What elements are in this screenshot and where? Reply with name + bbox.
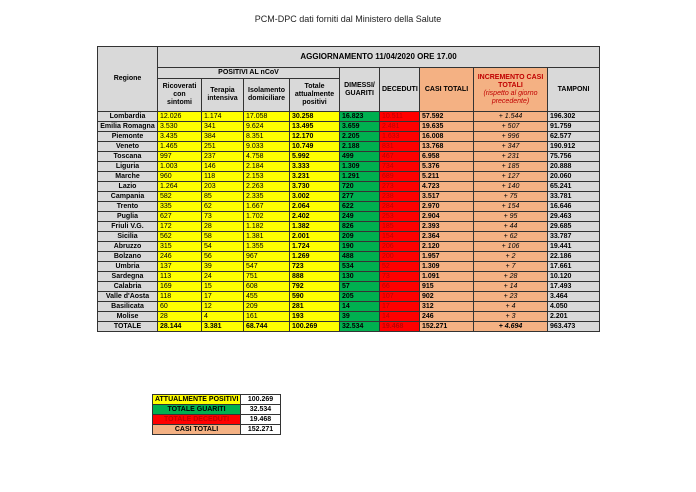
cell-deceduti: 66 bbox=[380, 282, 420, 292]
cell-casi-totali: 1.091 bbox=[420, 272, 474, 282]
cell-incremento: + 95 bbox=[474, 212, 548, 222]
cell-guariti: 249 bbox=[340, 212, 380, 222]
header-deceduti: DECEDUTI bbox=[380, 68, 420, 112]
cell-deceduti: 284 bbox=[380, 202, 420, 212]
cell-deceduti: 467 bbox=[380, 152, 420, 162]
cell-casi-totali: 2.120 bbox=[420, 242, 474, 252]
table-row bbox=[98, 312, 600, 322]
cell-tamponi: 20.060 bbox=[548, 172, 600, 182]
table-row bbox=[98, 122, 600, 132]
cell-tamponi: 62.577 bbox=[548, 132, 600, 142]
cell-isolamento: 547 bbox=[244, 262, 290, 272]
cell-terapia: 62 bbox=[202, 202, 244, 212]
cell-guariti: 720 bbox=[340, 182, 380, 192]
cell-incremento: + 4.694 bbox=[474, 322, 548, 332]
cell-terapia: 85 bbox=[202, 192, 244, 202]
summary-row bbox=[153, 425, 281, 435]
cell-incremento: + 7 bbox=[474, 262, 548, 272]
table-row bbox=[98, 202, 600, 212]
cell-isolamento: 209 bbox=[244, 302, 290, 312]
cell-incremento: + 14 bbox=[474, 282, 548, 292]
header-isolamento: Isolamento domiciliare bbox=[244, 79, 290, 112]
cell-deceduti: 52 bbox=[380, 262, 420, 272]
cell-guariti: 190 bbox=[340, 242, 380, 252]
cell-isolamento: 17.058 bbox=[244, 112, 290, 122]
cell-ricoverati: 169 bbox=[158, 282, 202, 292]
table-row bbox=[98, 192, 600, 202]
cell-regione: Abruzzo bbox=[98, 242, 158, 252]
cell-regione: Friuli V.G. bbox=[98, 222, 158, 232]
header-casi-totali: CASI TOTALI bbox=[420, 68, 474, 112]
cell-casi-totali: 915 bbox=[420, 282, 474, 292]
cell-ricoverati: 113 bbox=[158, 272, 202, 282]
cell-ricoverati: 960 bbox=[158, 172, 202, 182]
cell-isolamento: 1.702 bbox=[244, 212, 290, 222]
summary-label: TOTALE GUARITI bbox=[153, 405, 241, 415]
cell-incremento: + 2 bbox=[474, 252, 548, 262]
cell-tamponi: 10.120 bbox=[548, 272, 600, 282]
cell-incremento: + 62 bbox=[474, 232, 548, 242]
cell-tamponi: 196.302 bbox=[548, 112, 600, 122]
cell-terapia: 17 bbox=[202, 292, 244, 302]
cell-ricoverati: 3.530 bbox=[158, 122, 202, 132]
cell-ricoverati: 12.026 bbox=[158, 112, 202, 122]
table-row bbox=[98, 152, 600, 162]
cell-casi-totali: 312 bbox=[420, 302, 474, 312]
cell-totale-positivi: 3.730 bbox=[290, 182, 340, 192]
cell-casi-totali: 1.957 bbox=[420, 252, 474, 262]
cell-incremento: + 140 bbox=[474, 182, 548, 192]
cell-deceduti: 14 bbox=[380, 312, 420, 322]
cell-tamponi: 91.759 bbox=[548, 122, 600, 132]
cell-casi-totali: 19.635 bbox=[420, 122, 474, 132]
cell-incremento: + 507 bbox=[474, 122, 548, 132]
cell-casi-totali: 4.723 bbox=[420, 182, 474, 192]
cell-tamponi: 20.888 bbox=[548, 162, 600, 172]
cell-deceduti: 185 bbox=[380, 222, 420, 232]
cell-isolamento: 2.153 bbox=[244, 172, 290, 182]
cell-regione: Basilicata bbox=[98, 302, 158, 312]
cell-isolamento: 2.263 bbox=[244, 182, 290, 192]
summary-value: 32.534 bbox=[241, 405, 281, 415]
header-update: AGGIORNAMENTO 11/04/2020 ORE 17.00 bbox=[158, 47, 600, 68]
summary-table bbox=[152, 394, 281, 435]
summary-value: 19.468 bbox=[241, 415, 281, 425]
cell-terapia: 384 bbox=[202, 132, 244, 142]
header-tamponi: TAMPONI bbox=[548, 68, 600, 112]
cell-isolamento: 1.381 bbox=[244, 232, 290, 242]
header-terapia: Terapia intensiva bbox=[202, 79, 244, 112]
cell-casi-totali: 13.768 bbox=[420, 142, 474, 152]
cell-regione: Emilia Romagna bbox=[98, 122, 158, 132]
cell-tamponi: 29.685 bbox=[548, 222, 600, 232]
cell-isolamento: 2.335 bbox=[244, 192, 290, 202]
cell-casi-totali: 2.970 bbox=[420, 202, 474, 212]
cell-regione: Lazio bbox=[98, 182, 158, 192]
cell-tamponi: 16.646 bbox=[548, 202, 600, 212]
cell-incremento: + 154 bbox=[474, 202, 548, 212]
cell-incremento: + 44 bbox=[474, 222, 548, 232]
table-body bbox=[98, 112, 600, 332]
table-row bbox=[98, 282, 600, 292]
cell-totale-positivi: 1.382 bbox=[290, 222, 340, 232]
cell-casi-totali: 3.517 bbox=[420, 192, 474, 202]
header-incremento bbox=[474, 68, 548, 112]
cell-regione: Valle d'Aosta bbox=[98, 292, 158, 302]
cell-casi-totali: 5.211 bbox=[420, 172, 474, 182]
table-row bbox=[98, 182, 600, 192]
cell-tamponi: 2.201 bbox=[548, 312, 600, 322]
cell-incremento: + 996 bbox=[474, 132, 548, 142]
cell-terapia: 146 bbox=[202, 162, 244, 172]
header-positivi: POSITIVI AL nCoV bbox=[158, 68, 340, 79]
table-row bbox=[98, 162, 600, 172]
cell-regione: Marche bbox=[98, 172, 158, 182]
cell-tamponi: 190.912 bbox=[548, 142, 600, 152]
cell-guariti: 32.534 bbox=[340, 322, 380, 332]
cell-terapia: 251 bbox=[202, 142, 244, 152]
cell-guariti: 622 bbox=[340, 202, 380, 212]
cell-casi-totali: 57.592 bbox=[420, 112, 474, 122]
cell-deceduti: 107 bbox=[380, 292, 420, 302]
cell-deceduti: 10.511 bbox=[380, 112, 420, 122]
cell-totale-positivi: 3.333 bbox=[290, 162, 340, 172]
cell-incremento: + 4 bbox=[474, 302, 548, 312]
cell-totale-positivi: 3.231 bbox=[290, 172, 340, 182]
cell-tamponi: 4.050 bbox=[548, 302, 600, 312]
cell-ricoverati: 562 bbox=[158, 232, 202, 242]
cell-terapia: 24 bbox=[202, 272, 244, 282]
cell-deceduti: 238 bbox=[380, 192, 420, 202]
cell-guariti: 2.188 bbox=[340, 142, 380, 152]
cell-ricoverati: 315 bbox=[158, 242, 202, 252]
cell-tamponi: 17.493 bbox=[548, 282, 600, 292]
summary-label: CASI TOTALI bbox=[153, 425, 241, 435]
cell-regione: Trento bbox=[98, 202, 158, 212]
cell-casi-totali: 246 bbox=[420, 312, 474, 322]
cell-ricoverati: 118 bbox=[158, 292, 202, 302]
cell-totale-positivi: 281 bbox=[290, 302, 340, 312]
cell-isolamento: 4.758 bbox=[244, 152, 290, 162]
cell-terapia: 12 bbox=[202, 302, 244, 312]
cell-incremento: + 185 bbox=[474, 162, 548, 172]
cell-regione: Calabria bbox=[98, 282, 158, 292]
cell-deceduti: 154 bbox=[380, 232, 420, 242]
cell-tamponi: 22.186 bbox=[548, 252, 600, 262]
cell-guariti: 277 bbox=[340, 192, 380, 202]
cell-tamponi: 963.473 bbox=[548, 322, 600, 332]
cell-ricoverati: 137 bbox=[158, 262, 202, 272]
summary-row bbox=[153, 395, 281, 405]
cell-ricoverati: 246 bbox=[158, 252, 202, 262]
cell-regione: Umbria bbox=[98, 262, 158, 272]
cell-tamponi: 29.463 bbox=[548, 212, 600, 222]
cell-isolamento: 68.744 bbox=[244, 322, 290, 332]
cell-incremento: + 3 bbox=[474, 312, 548, 322]
cell-regione: Veneto bbox=[98, 142, 158, 152]
table-row bbox=[98, 222, 600, 232]
cell-guariti: 1.309 bbox=[340, 162, 380, 172]
cell-totale-positivi: 13.495 bbox=[290, 122, 340, 132]
header-incremento-label: INCREMENTO CASI TOTALI bbox=[477, 73, 544, 89]
cell-casi-totali: 5.376 bbox=[420, 162, 474, 172]
cell-regione: Sicilia bbox=[98, 232, 158, 242]
cell-totale-positivi: 723 bbox=[290, 262, 340, 272]
cell-regione: TOTALE bbox=[98, 322, 158, 332]
cell-regione: Puglia bbox=[98, 212, 158, 222]
cell-totale-positivi: 3.002 bbox=[290, 192, 340, 202]
cell-terapia: 15 bbox=[202, 282, 244, 292]
cell-ricoverati: 1.003 bbox=[158, 162, 202, 172]
covid-data-table bbox=[97, 46, 600, 332]
cell-regione: Liguria bbox=[98, 162, 158, 172]
table-row bbox=[98, 132, 600, 142]
cell-terapia: 56 bbox=[202, 252, 244, 262]
header-guariti: DIMESSI/ GUARITI bbox=[340, 68, 380, 112]
cell-guariti: 2.205 bbox=[340, 132, 380, 142]
cell-deceduti: 253 bbox=[380, 212, 420, 222]
cell-incremento: + 23 bbox=[474, 292, 548, 302]
cell-ricoverati: 28 bbox=[158, 312, 202, 322]
table-row bbox=[98, 262, 600, 272]
cell-deceduti: 19.468 bbox=[380, 322, 420, 332]
cell-guariti: 826 bbox=[340, 222, 380, 232]
cell-deceduti: 73 bbox=[380, 272, 420, 282]
cell-totale-positivi: 100.269 bbox=[290, 322, 340, 332]
cell-terapia: 54 bbox=[202, 242, 244, 252]
cell-ricoverati: 60 bbox=[158, 302, 202, 312]
summary-body bbox=[153, 395, 281, 435]
cell-totale-positivi: 1.269 bbox=[290, 252, 340, 262]
totals-row bbox=[98, 322, 600, 332]
cell-tamponi: 19.441 bbox=[548, 242, 600, 252]
cell-isolamento: 1.667 bbox=[244, 202, 290, 212]
summary-value: 100.269 bbox=[241, 395, 281, 405]
cell-incremento: + 127 bbox=[474, 172, 548, 182]
cell-isolamento: 8.351 bbox=[244, 132, 290, 142]
table-row bbox=[98, 292, 600, 302]
cell-terapia: 73 bbox=[202, 212, 244, 222]
cell-tamponi: 17.661 bbox=[548, 262, 600, 272]
table-row bbox=[98, 302, 600, 312]
table-row bbox=[98, 232, 600, 242]
cell-ricoverati: 997 bbox=[158, 152, 202, 162]
cell-totale-positivi: 193 bbox=[290, 312, 340, 322]
cell-guariti: 57 bbox=[340, 282, 380, 292]
cell-totale-positivi: 30.258 bbox=[290, 112, 340, 122]
cell-deceduti: 2.481 bbox=[380, 122, 420, 132]
cell-ricoverati: 627 bbox=[158, 212, 202, 222]
cell-ricoverati: 1.465 bbox=[158, 142, 202, 152]
cell-totale-positivi: 12.170 bbox=[290, 132, 340, 142]
cell-ricoverati: 28.144 bbox=[158, 322, 202, 332]
cell-incremento: + 231 bbox=[474, 152, 548, 162]
cell-isolamento: 9.033 bbox=[244, 142, 290, 152]
cell-guariti: 534 bbox=[340, 262, 380, 272]
cell-incremento: + 28 bbox=[474, 272, 548, 282]
cell-ricoverati: 3.435 bbox=[158, 132, 202, 142]
table-row bbox=[98, 112, 600, 122]
cell-regione: Lombardia bbox=[98, 112, 158, 122]
cell-terapia: 3.381 bbox=[202, 322, 244, 332]
cell-regione: Piemonte bbox=[98, 132, 158, 142]
table-row bbox=[98, 142, 600, 152]
cell-ricoverati: 582 bbox=[158, 192, 202, 202]
table-row bbox=[98, 212, 600, 222]
cell-regione: Sardegna bbox=[98, 272, 158, 282]
summary-row bbox=[153, 405, 281, 415]
cell-terapia: 28 bbox=[202, 222, 244, 232]
cell-deceduti: 1.633 bbox=[380, 132, 420, 142]
cell-ricoverati: 1.264 bbox=[158, 182, 202, 192]
cell-terapia: 4 bbox=[202, 312, 244, 322]
cell-isolamento: 9.624 bbox=[244, 122, 290, 132]
cell-terapia: 341 bbox=[202, 122, 244, 132]
table-row bbox=[98, 242, 600, 252]
header-incremento-note: (rispetto al giorno precedente) bbox=[483, 89, 538, 105]
cell-terapia: 118 bbox=[202, 172, 244, 182]
cell-deceduti: 17 bbox=[380, 302, 420, 312]
summary-row bbox=[153, 415, 281, 425]
cell-guariti: 1.291 bbox=[340, 172, 380, 182]
cell-isolamento: 967 bbox=[244, 252, 290, 262]
cell-terapia: 237 bbox=[202, 152, 244, 162]
cell-terapia: 58 bbox=[202, 232, 244, 242]
table-row bbox=[98, 252, 600, 262]
cell-guariti: 488 bbox=[340, 252, 380, 262]
cell-totale-positivi: 2.402 bbox=[290, 212, 340, 222]
cell-totale-positivi: 1.724 bbox=[290, 242, 340, 252]
cell-deceduti: 206 bbox=[380, 242, 420, 252]
cell-guariti: 130 bbox=[340, 272, 380, 282]
cell-ricoverati: 335 bbox=[158, 202, 202, 212]
cell-guariti: 205 bbox=[340, 292, 380, 302]
cell-casi-totali: 902 bbox=[420, 292, 474, 302]
summary-label: ATTUALMENTE POSITIVI bbox=[153, 395, 241, 405]
cell-tamponi: 33.787 bbox=[548, 232, 600, 242]
cell-deceduti: 831 bbox=[380, 142, 420, 152]
cell-incremento: + 347 bbox=[474, 142, 548, 152]
cell-isolamento: 455 bbox=[244, 292, 290, 302]
cell-totale-positivi: 10.749 bbox=[290, 142, 340, 152]
header-ricoverati: Ricoverati con sintomi bbox=[158, 79, 202, 112]
cell-totale-positivi: 792 bbox=[290, 282, 340, 292]
cell-isolamento: 1.182 bbox=[244, 222, 290, 232]
cell-ricoverati: 172 bbox=[158, 222, 202, 232]
cell-isolamento: 2.184 bbox=[244, 162, 290, 172]
cell-regione: Campania bbox=[98, 192, 158, 202]
cell-regione: Toscana bbox=[98, 152, 158, 162]
cell-guariti: 14 bbox=[340, 302, 380, 312]
table-row bbox=[98, 272, 600, 282]
cell-casi-totali: 2.364 bbox=[420, 232, 474, 242]
cell-isolamento: 608 bbox=[244, 282, 290, 292]
cell-incremento: + 75 bbox=[474, 192, 548, 202]
cell-terapia: 39 bbox=[202, 262, 244, 272]
cell-tamponi: 75.756 bbox=[548, 152, 600, 162]
cell-totale-positivi: 2.001 bbox=[290, 232, 340, 242]
cell-guariti: 499 bbox=[340, 152, 380, 162]
cell-isolamento: 161 bbox=[244, 312, 290, 322]
summary-value: 152.271 bbox=[241, 425, 281, 435]
cell-tamponi: 33.781 bbox=[548, 192, 600, 202]
cell-casi-totali: 152.271 bbox=[420, 322, 474, 332]
cell-deceduti: 734 bbox=[380, 162, 420, 172]
cell-totale-positivi: 590 bbox=[290, 292, 340, 302]
document-title: PCM-DPC dati forniti dal Ministero della Salute bbox=[254, 14, 442, 24]
cell-casi-totali: 1.309 bbox=[420, 262, 474, 272]
cell-deceduti: 689 bbox=[380, 172, 420, 182]
table-row bbox=[98, 172, 600, 182]
cell-casi-totali: 16.008 bbox=[420, 132, 474, 142]
header-totale-positivi: Totale attualmente positivi bbox=[290, 79, 340, 112]
summary-label: TOTALE DECEDUTI bbox=[153, 415, 241, 425]
cell-casi-totali: 2.393 bbox=[420, 222, 474, 232]
cell-deceduti: 273 bbox=[380, 182, 420, 192]
cell-isolamento: 1.355 bbox=[244, 242, 290, 252]
cell-totale-positivi: 5.992 bbox=[290, 152, 340, 162]
cell-totale-positivi: 2.064 bbox=[290, 202, 340, 212]
header-regione: Regione bbox=[98, 47, 158, 112]
cell-guariti: 16.823 bbox=[340, 112, 380, 122]
cell-casi-totali: 6.958 bbox=[420, 152, 474, 162]
cell-deceduti: 200 bbox=[380, 252, 420, 262]
cell-incremento: + 106 bbox=[474, 242, 548, 252]
cell-totale-positivi: 888 bbox=[290, 272, 340, 282]
cell-guariti: 39 bbox=[340, 312, 380, 322]
cell-tamponi: 65.241 bbox=[548, 182, 600, 192]
cell-guariti: 209 bbox=[340, 232, 380, 242]
cell-terapia: 1.174 bbox=[202, 112, 244, 122]
cell-terapia: 203 bbox=[202, 182, 244, 192]
cell-regione: Molise bbox=[98, 312, 158, 322]
cell-regione: Bolzano bbox=[98, 252, 158, 262]
cell-tamponi: 3.464 bbox=[548, 292, 600, 302]
cell-guariti: 3.659 bbox=[340, 122, 380, 132]
cell-isolamento: 751 bbox=[244, 272, 290, 282]
cell-casi-totali: 2.904 bbox=[420, 212, 474, 222]
cell-incremento: + 1.544 bbox=[474, 112, 548, 122]
